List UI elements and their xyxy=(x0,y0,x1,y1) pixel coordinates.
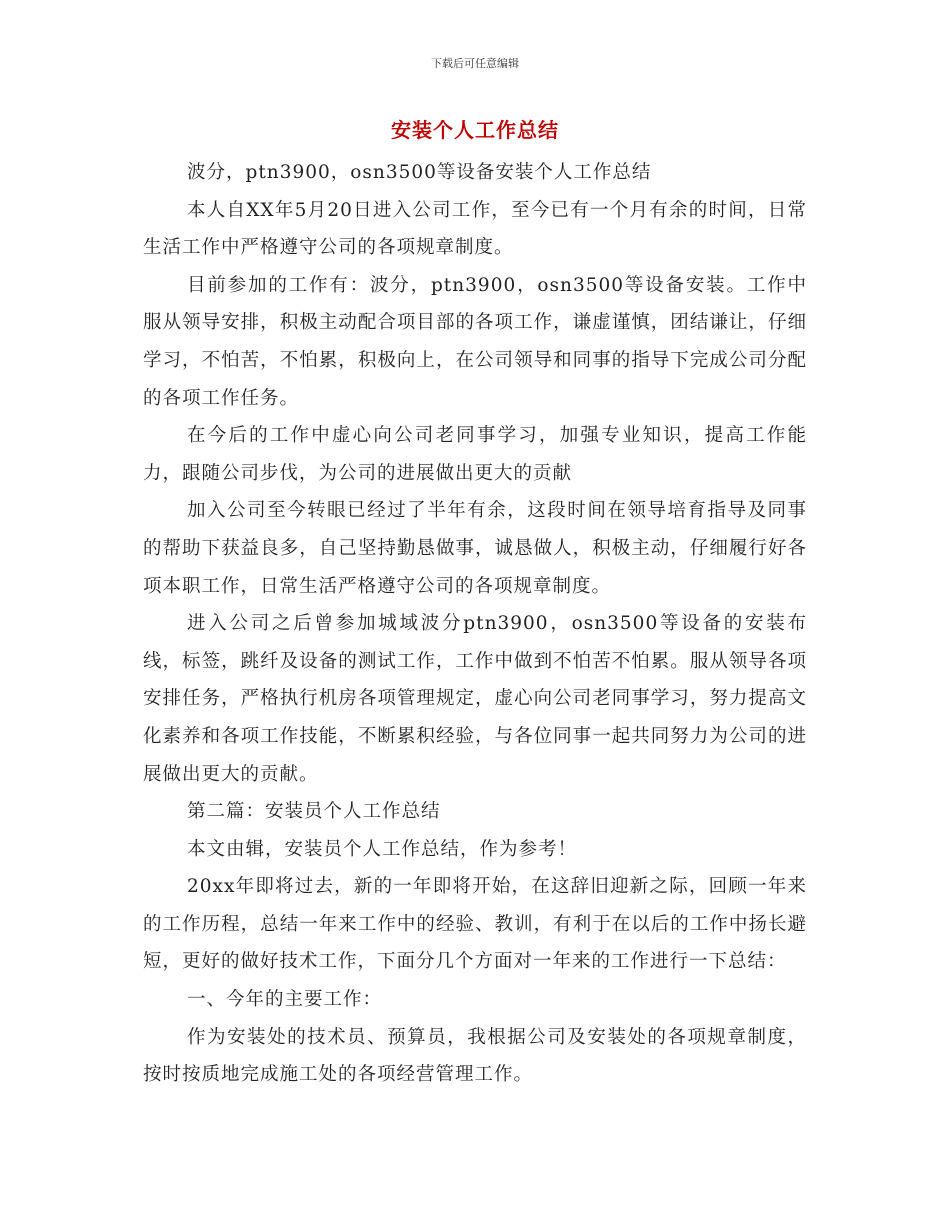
header-note: 下载后可任意编辑 xyxy=(431,57,519,70)
document-body xyxy=(143,154,807,1094)
paragraph: 加入公司至今转眼已经过了半年有余，这段时间在领导培育指导及同事的帮助下获益良多，自己坚持勤恳做事，诚恳做人，积极主动，仔细履行好各项本职工作，日常生活严格遵守公司的各项规章制度。 xyxy=(143,500,807,597)
paragraph: 20xx年即将过去，新的一年即将开始，在这辞旧迎新之际，回顾一年来的工作历程，总结一年来工作中的经验、教训，有利于在以后的工作中扬长避短，更好的做好技术工作，下面分几个方面对一年来的工作进行一下总结： xyxy=(143,876,807,973)
section-heading: 第二篇：安装员个人工作总结 xyxy=(187,801,441,823)
paragraph: 波分，ptn3900，osn3500等设备安装个人工作总结 xyxy=(187,162,652,183)
subsection-heading: 一、今年的主要工作： xyxy=(187,989,383,1011)
paragraph: 本人自XX年5月20日进入公司工作，至今已有一个月有余的时间，日常生活工作中严格遵守公司的各项规章制度。 xyxy=(143,199,807,259)
paragraph: 进入公司之后曾参加城域波分ptn3900，osn3500等设备的安装布线，标签，跳纤及设备的测试工作，工作中做到不怕苦不怕累。服从领导各项安排任务，严格执行机房各项管理规定，虚心向公司老同事学习，努力提高文化素养和各项工作技能，不断累积经验，与各位同事一起共同努力为公司的进展做出更大的贡献。 xyxy=(143,613,807,785)
document-title: 安装个人工作总结 xyxy=(391,118,559,142)
paragraph: 作为安装处的技术员、预算员，我根据公司及安装处的各项规章制度，按时按质地完成施工处的各项经营管理工作。 xyxy=(143,1026,807,1086)
paragraph: 在今后的工作中虚心向公司老同事学习，加强专业知识，提高工作能力，跟随公司步伐，为公司的进展做出更大的贡献 xyxy=(143,425,807,484)
paragraph: 本文由辑，安装员个人工作总结，作为参考！ xyxy=(187,838,578,860)
paragraph: 目前参加的工作有：波分，ptn3900，osn3500等设备安装。工作中服从领导安排，积极主动配合项目部的各项工作，谦虚谨慎，团结谦让，仔细学习，不怕苦，不怕累，积极向上，在公司领导和同事的指导下完成公司分配的各项工作任务。 xyxy=(143,274,807,409)
